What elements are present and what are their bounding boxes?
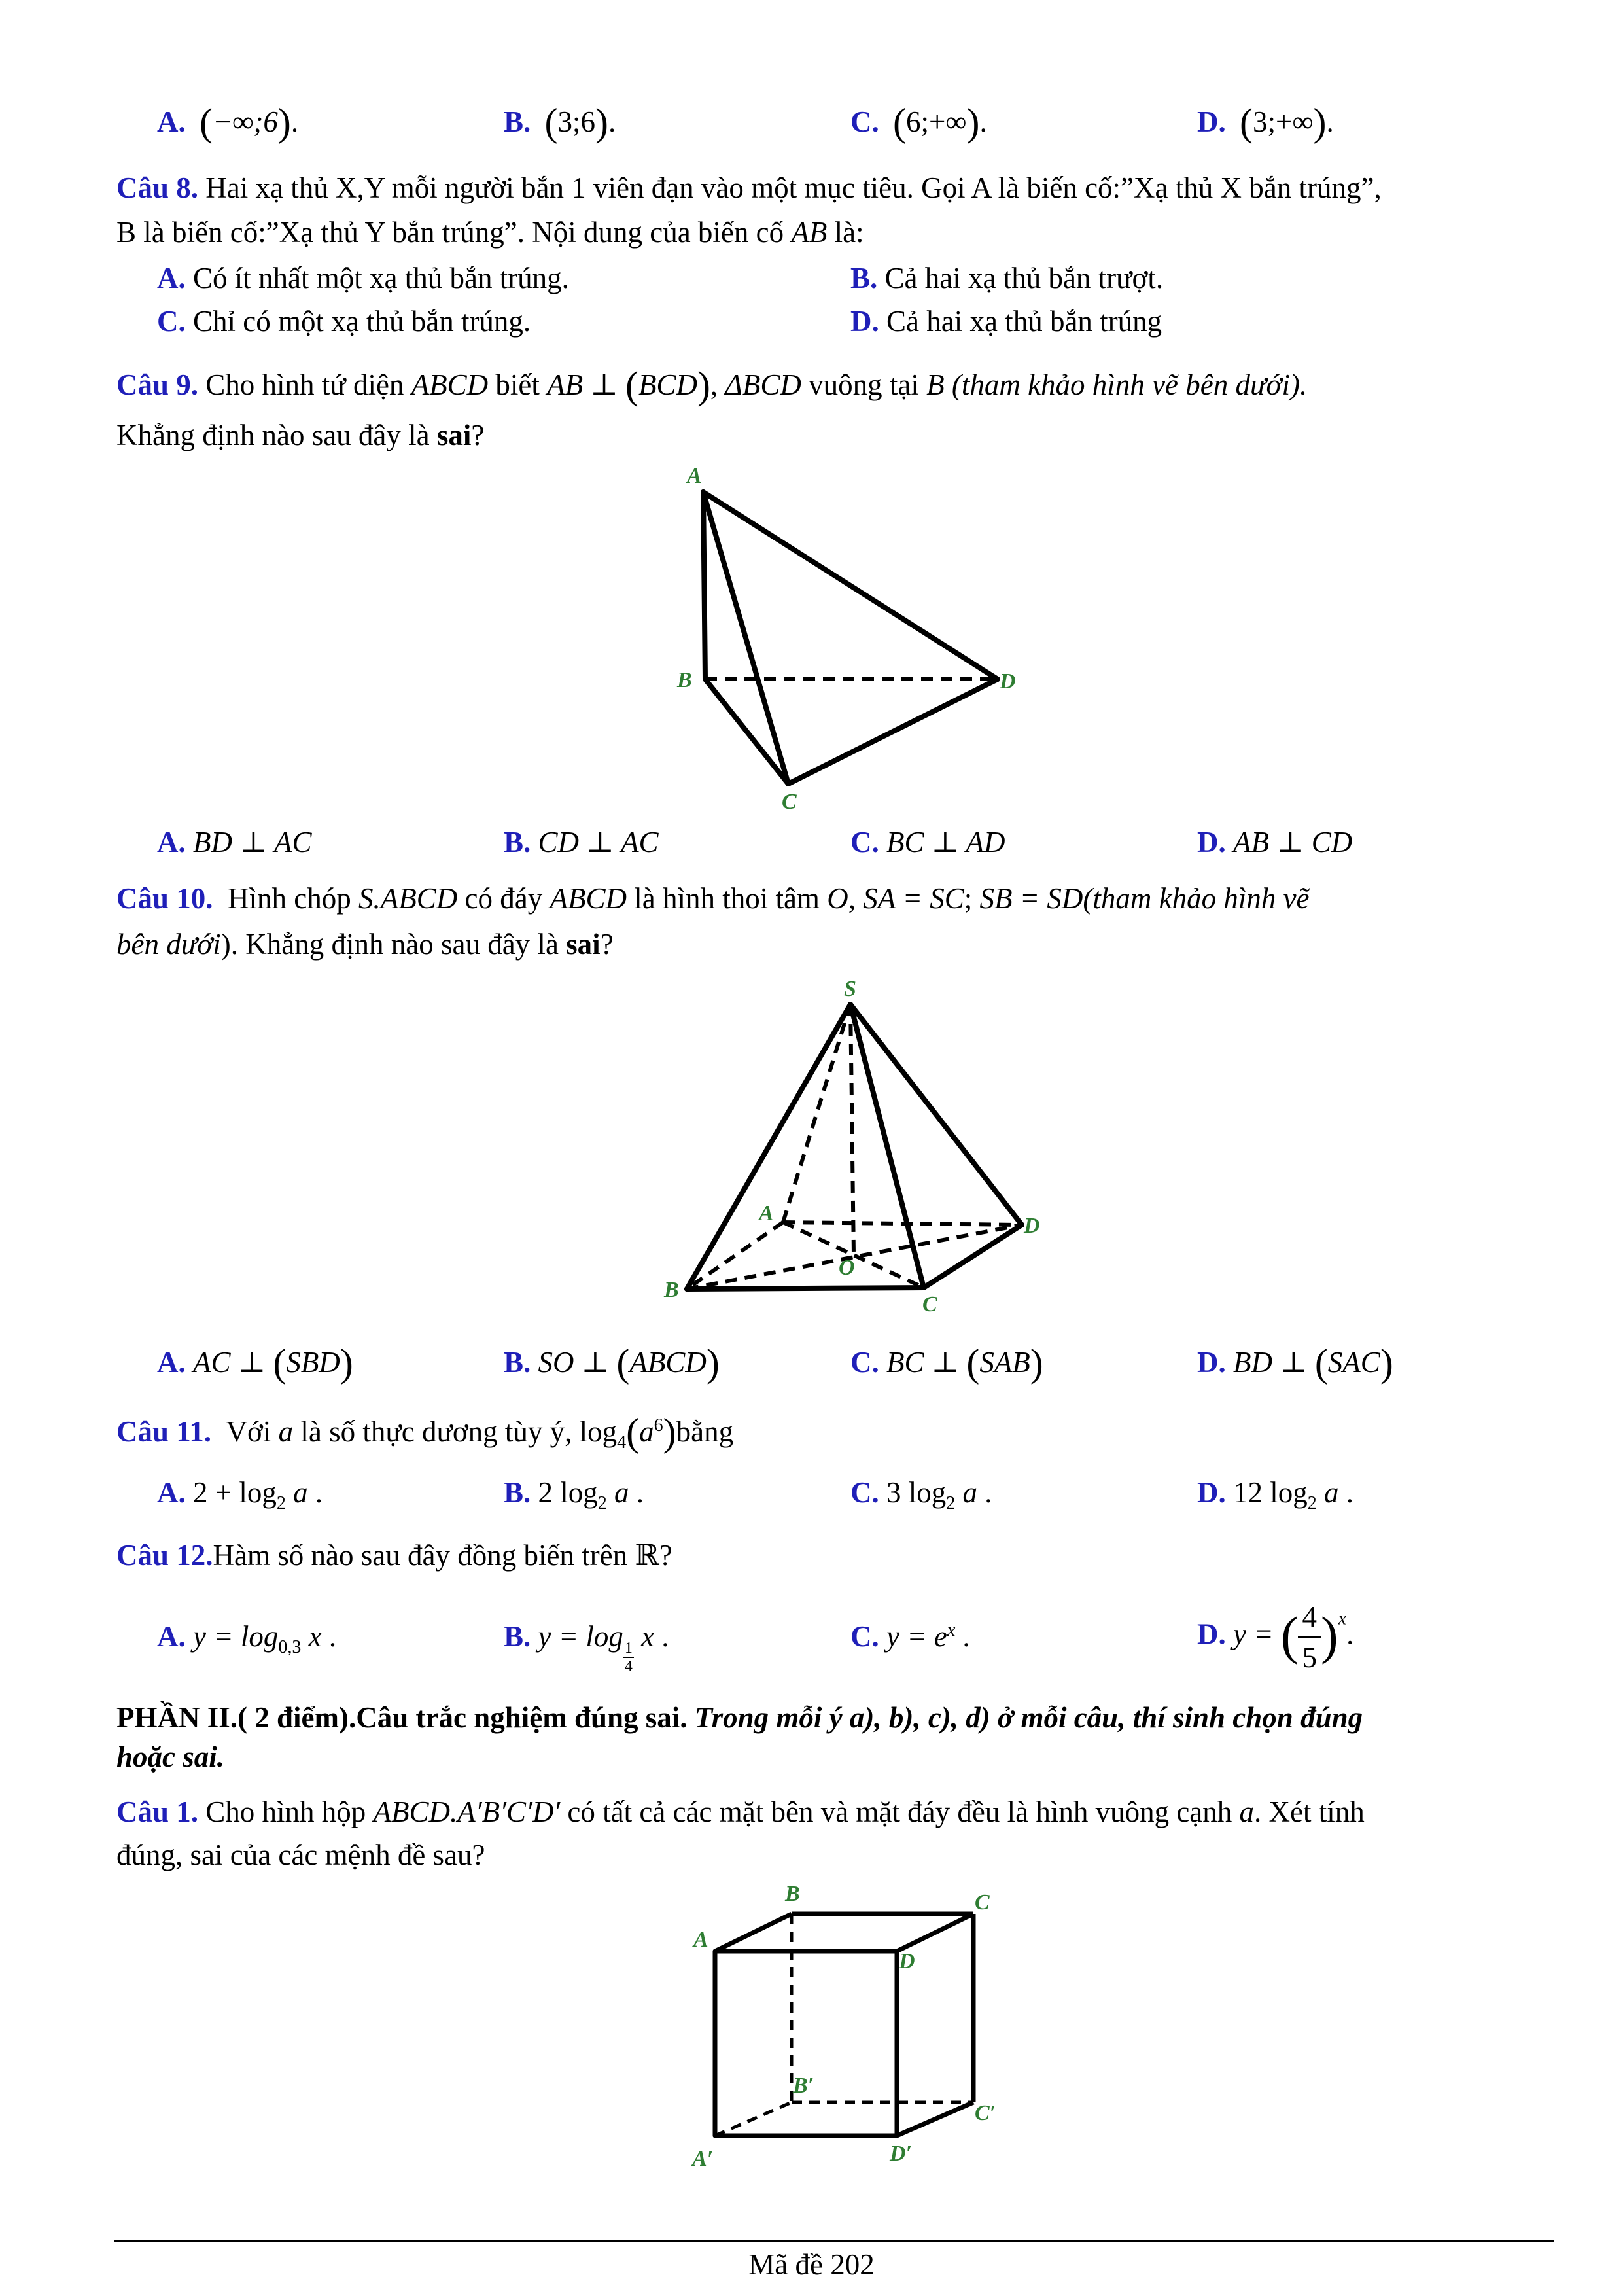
q12-option-d: D. y = ( $\frac{4}{5}$ )$^x$. — [1197, 1598, 1353, 1676]
q9-option-d: D. AB ⊥ CD — [1197, 826, 1353, 858]
q10-center-o: O — [839, 1256, 855, 1280]
q10-vertex-s: S — [844, 977, 856, 1001]
p2q1-line2: đúng, sai của các mệnh đề sau? — [116, 1839, 485, 1871]
q9-label: Câu 9. — [116, 368, 199, 401]
p2q1-line1: Câu 1. Cho hình hộp ABCD.A′B′C′D′ có tất cả các mặt bên và mặt đáy đều là hình vuông cạnh a. Xét tính — [116, 1795, 1365, 1828]
footer-exam-code: Mã đề 202 — [748, 2248, 875, 2281]
q8-option-c: C. Chỉ có một xạ thủ bắn trúng. — [157, 305, 531, 338]
q7-option-d: D. (3;+∞). — [1197, 101, 1334, 144]
q9-vertex-c: C — [782, 790, 797, 814]
p2q1-label: Câu 1. — [116, 1795, 199, 1828]
q9-vertex-d: D — [1000, 669, 1016, 694]
p2q1-vertex-b: B — [785, 1882, 800, 1906]
q12-d-fraction: $\frac{4}{5}$ — [1298, 1598, 1321, 1676]
q12-option-b: B. y = log $\frac{1}{4}$ x . — [504, 1620, 669, 1675]
p2q1-vertex-d1: D′ — [890, 2142, 913, 2166]
q10-vertex-a: A — [759, 1201, 774, 1226]
q9-vertex-b: B — [677, 668, 692, 692]
q9-option-b: B. CD ⊥ AC — [504, 826, 659, 858]
q7-option-b: B. (3;6). — [504, 101, 616, 144]
q11-option-c: C. 3 $\log_2 a$ . — [850, 1476, 992, 1513]
q7-option-a: A. (−∞;6). — [157, 101, 299, 144]
q10-option-b: B. SO ⊥ (ABCD) — [504, 1341, 720, 1385]
q8-line1: Câu 8. Hai xạ thủ X,Y mỗi người bắn 1 viên đạn vào một mục tiêu. Gọi A là biến cố:”Xạ thủ X bắn trúng”, — [116, 171, 1382, 204]
p2q1-vertex-a: A — [693, 1928, 708, 1952]
q10-label: Câu 10. — [116, 882, 213, 915]
q7-option-c: C. (6;+∞). — [850, 101, 987, 144]
q11-option-d: D. 12 $\log_2 a$ . — [1197, 1476, 1354, 1513]
q9-line1: Câu 9. Cho hình tứ diện ABCD biết AB ⊥ (BCD), ΔBCD vuông tại B (tham khảo hình vẽ bên dưới). — [116, 364, 1308, 407]
q10-vertex-d: D — [1024, 1214, 1040, 1238]
q11-label: Câu 11. — [116, 1415, 212, 1448]
q12-line: Câu 12.Hàm số nào sau đây đồng biến trên ℝ? — [116, 1539, 672, 1572]
q12-option-c: C. $y = e^x$ . — [850, 1620, 970, 1653]
q8-option-d: D. Cả hai xạ thủ bắn trúng — [850, 305, 1162, 338]
q11-line: Câu 11. Với a là số thực dương tùy ý, $\log_4(a^6)bằng$ — [116, 1411, 734, 1454]
p2q1-vertex-d: D — [899, 1949, 915, 1973]
q10-line2: bên dưới). Khẳng định nào sau đây là sai? — [116, 928, 614, 961]
q9-vertex-a: A — [687, 464, 702, 488]
q11-option-b: B. 2 $\log_2 a$ . — [504, 1476, 644, 1513]
q8-option-a: A. Có ít nhất một xạ thủ bắn trúng. — [157, 262, 569, 294]
p2q1-vertex-c: C — [975, 1890, 990, 1915]
p2q1-vertex-b1: B′ — [793, 2074, 814, 2098]
q11-option-a: A. $2 + \log_2 a$ . — [157, 1476, 323, 1513]
q10-line1: Câu 10. Hình chóp S.ABCD có đáy ABCD là hình thoi tâm O, SA = SC; SB = SD(tham khảo hình vẽ — [116, 882, 1310, 915]
q9-option-c: C. BC ⊥ AD — [850, 826, 1005, 858]
q10-option-a: A. AC ⊥ (SBD) — [157, 1341, 353, 1385]
q12-b-fraction: $\frac{1}{4}$ — [624, 1639, 633, 1675]
part2-header-line2: hoặc sai. — [116, 1740, 225, 1773]
q10-option-c: C. BC ⊥ (SAB) — [850, 1341, 1043, 1385]
q8-label: Câu 8. — [116, 171, 199, 204]
q9-line2: Khẳng định nào sau đây là sai? — [116, 419, 485, 451]
q10-option-d: D. BD ⊥ (SAC) — [1197, 1341, 1393, 1385]
p2q1-vertex-a1: A′ — [692, 2147, 714, 2171]
part2-header: PHẦN II.( 2 điểm).Câu trắc nghiệm đúng sai. Trong mỗi ý a), b), c), d) ở mỗi câu, thí sinh chọn đúng — [116, 1701, 1363, 1734]
q8-option-b: B. Cả hai xạ thủ bắn trượt. — [850, 262, 1164, 294]
q10-vertex-b: B — [664, 1278, 679, 1302]
q9-option-a: A. BD ⊥ AC — [157, 826, 312, 858]
q10-vertex-c: C — [922, 1292, 937, 1316]
q8-line2: B là biến cố:”Xạ thủ Y bắn trúng”. Nội dung của biến cố AB là: — [116, 216, 864, 249]
q12-label: Câu 12. — [116, 1539, 213, 1572]
q12-option-a: A. $y = \log_{0,3} x$ . — [157, 1620, 337, 1657]
p2q1-vertex-c1: C′ — [975, 2101, 996, 2125]
footer-rule — [114, 2240, 1554, 2242]
